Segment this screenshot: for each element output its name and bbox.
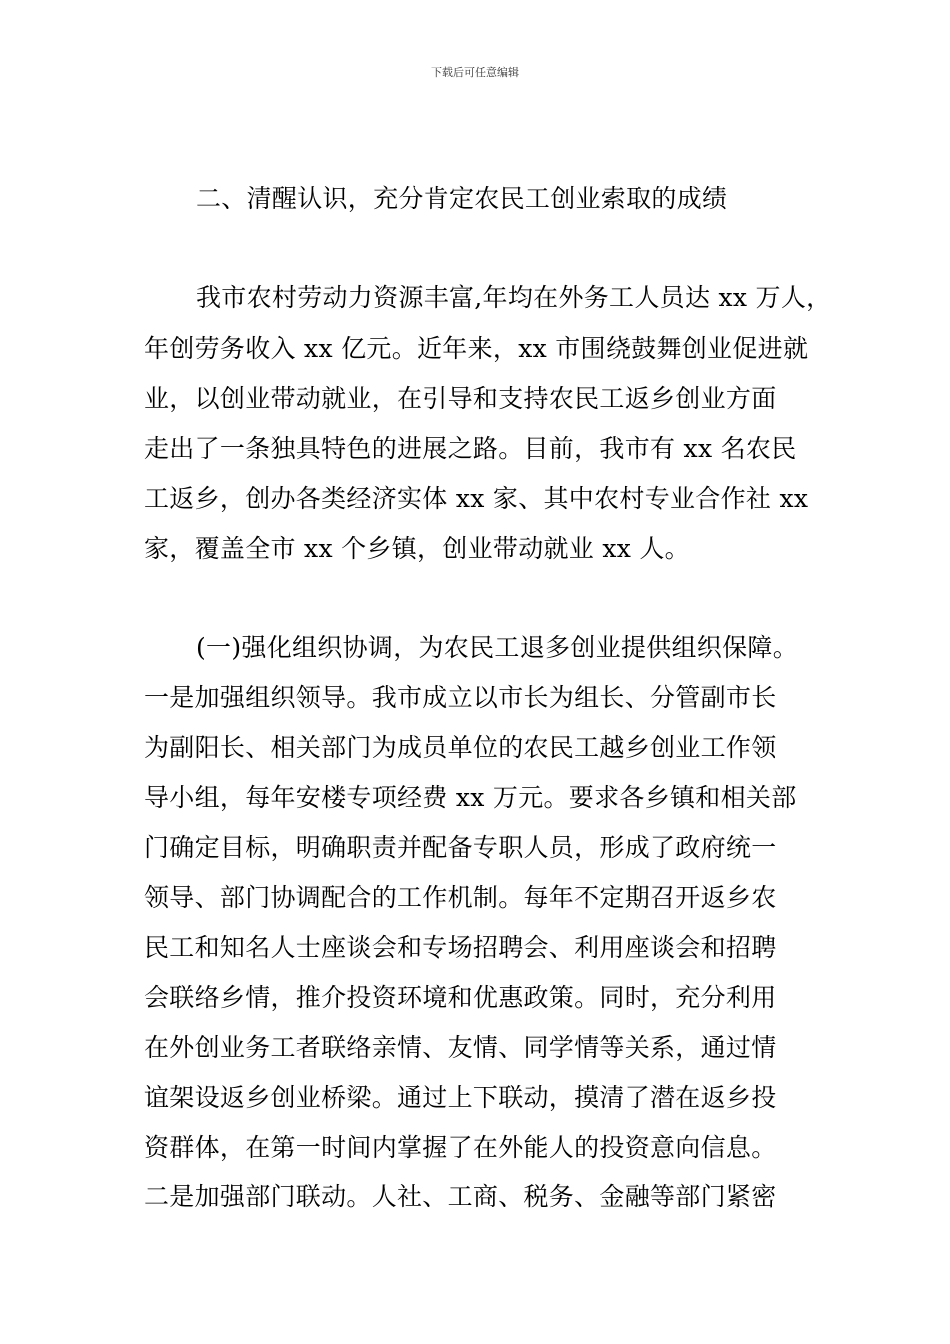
paragraph-1-line: 业，以创业带动就业，在引导和支持农民工返乡创业方面 [144, 384, 777, 413]
paragraph-2-line: 导小组，每年安楼专项经费 xx 万元。要求各乡镇和相关部 [144, 783, 797, 812]
paragraph-2-line: 二是加强部门联动。人社、工商、税务、金融等部门紧密 [144, 1182, 777, 1211]
paragraph-2-line: 谊架设返乡创业桥梁。通过上下联动，摸清了潜在返乡投 [144, 1083, 777, 1112]
page-header-note: 下载后可任意编辑 [431, 66, 519, 79]
paragraph-1-line: 走出了一条独具特色的进展之路。目前，我市有 xx 名农民 [144, 434, 797, 463]
paragraph-2-line: 在外创业务工者联络亲情、友情、同学情等关系，通过情 [144, 1033, 777, 1062]
paragraph-1-line: 工返乡，创办各类经济实体 xx 家、其中农村专业合作社 xx [144, 484, 809, 513]
paragraph-2-line: 为副阳长、相关部门为成员单位的农民工越乡创业工作领 [144, 733, 777, 762]
paragraph-2-line: 民工和知名人士座谈会和专场招聘会、利用座谈会和招聘 [144, 933, 777, 962]
paragraph-1-line: 我市农村劳动力资源丰富,年均在外务工人员达 xx 万人， [196, 283, 832, 312]
paragraph-2-line: (一)强化组织协调，为农民工退多创业提供组织保障。 [196, 633, 799, 662]
paragraph-2-line: 领导、部门协调配合的工作机制。每年不定期召开返乡农 [144, 883, 777, 912]
paragraph-1-line: 年创劳务收入 xx 亿元。近年来，xx 市围绕鼓舞创业促进就 [144, 334, 809, 363]
section-heading: 二、清醒认识，充分肯定农民工创业索取的成绩 [196, 184, 728, 213]
paragraph-2-line: 门确定目标，明确职责并配备专职人员，形成了政府统一 [144, 833, 777, 862]
paragraph-2-line: 一是加强组织领导。我市成立以市长为组长、分管副市长 [144, 683, 777, 712]
paragraph-2-line: 资群体，在第一时间内掌握了在外能人的投资意向信息。 [144, 1133, 777, 1162]
paragraph-1-line: 家，覆盖全市 xx 个乡镇，创业带动就业 xx 人。 [144, 534, 690, 563]
paragraph-2-line: 会联络乡情，推介投资环境和优惠政策。同时，充分利用 [144, 983, 777, 1012]
